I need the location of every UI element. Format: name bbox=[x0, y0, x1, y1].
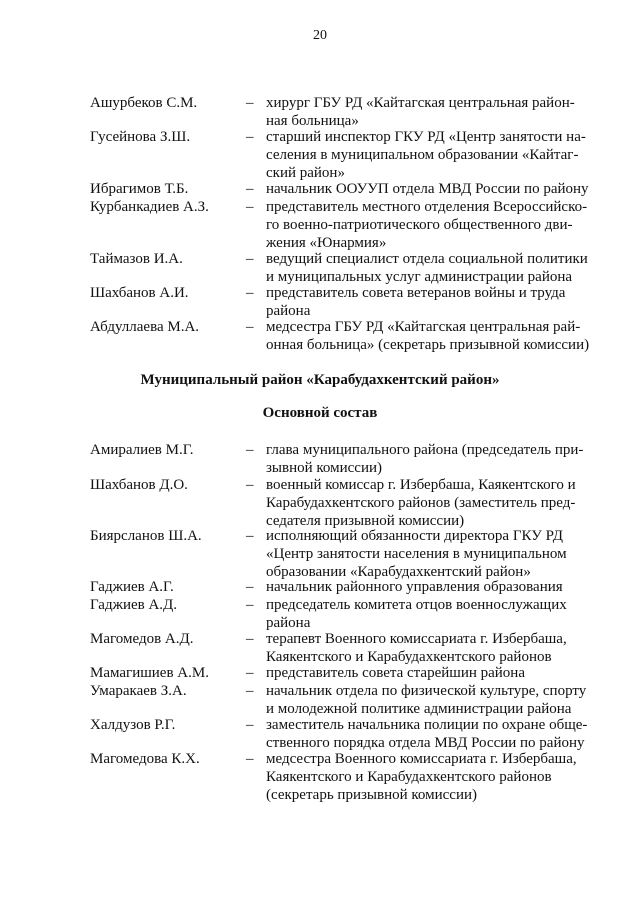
member-position: начальник районного управления образования bbox=[266, 579, 563, 595]
member-position: представитель местного отделения Всероссийско- го военно-патриотического общественного дви- жения «Юнармия» bbox=[266, 199, 588, 251]
member-position: начальник отдела по физической культуре, спорту и молодежной политике администрации района bbox=[266, 683, 587, 717]
dash-separator: – bbox=[246, 181, 254, 197]
member-name: Гаджиев А.Г. bbox=[90, 579, 174, 595]
member-position: исполняющий обязанности директора ГКУ РД «Центр занятости населения в муниципальном образовании «Карабудахкентский район» bbox=[266, 528, 567, 580]
dash-separator: – bbox=[246, 285, 254, 301]
dash-separator: – bbox=[246, 251, 254, 267]
dash-separator: – bbox=[246, 597, 254, 613]
section-title: Муниципальный район «Карабудахкентский район» bbox=[140, 372, 500, 388]
member-position: медсестра ГБУ РД «Кайтагская центральная рай- онная больница» (секретарь призывной комиссии) bbox=[266, 319, 590, 353]
dash-separator: – bbox=[246, 95, 254, 111]
dash-separator: – bbox=[246, 751, 254, 767]
member-name: Халдузов Р.Г. bbox=[90, 717, 176, 733]
member-name: Ашурбеков С.М. bbox=[90, 95, 198, 111]
member-name: Гусейнова З.Ш. bbox=[90, 129, 191, 145]
member-position: военный комиссар г. Избербаша, Каякентского и Карабудахкентского районов (заместитель пред- седателя призывной комиссии) bbox=[266, 477, 576, 529]
member-name: Шахбанов А.И. bbox=[90, 285, 189, 301]
member-position: хирург ГБУ РД «Кайтагская центральная район- ная больница» bbox=[266, 95, 575, 129]
member-name: Амиралиев М.Г. bbox=[90, 442, 194, 458]
member-name: Биярсланов Ш.А. bbox=[90, 528, 202, 544]
member-position: заместитель начальника полиции по охране обще- ственного порядка отдела МВД России по району bbox=[266, 717, 588, 751]
member-position: медсестра Военного комиссариата г. Избербаша, Каякентского и Карабудахкентского районов (секретарь призывной комиссии) bbox=[266, 751, 577, 803]
page-number: 20 bbox=[313, 28, 327, 43]
member-name: Ибрагимов Т.Б. bbox=[90, 181, 189, 197]
dash-separator: – bbox=[246, 683, 254, 699]
member-position: глава муниципального района (председатель при- зывной комиссии) bbox=[266, 442, 584, 476]
dash-separator: – bbox=[246, 631, 254, 647]
subsection-title: Основной состав bbox=[262, 405, 378, 421]
dash-separator: – bbox=[246, 665, 254, 681]
dash-separator: – bbox=[246, 129, 254, 145]
member-name: Магомедова К.Х. bbox=[90, 751, 200, 767]
member-name: Курбанкадиев А.З. bbox=[90, 199, 209, 215]
dash-separator: – bbox=[246, 477, 254, 493]
dash-separator: – bbox=[246, 717, 254, 733]
member-position: представитель совета старейшин района bbox=[266, 665, 525, 681]
dash-separator: – bbox=[246, 442, 254, 458]
member-position: представитель совета ветеранов войны и труда района bbox=[266, 285, 566, 319]
dash-separator: – bbox=[246, 528, 254, 544]
member-position: старший инспектор ГКУ РД «Центр занятости на- селения в муниципальном образовании «Кайтаг- ский район» bbox=[266, 129, 586, 181]
dash-separator: – bbox=[246, 579, 254, 595]
member-name: Таймазов И.А. bbox=[90, 251, 183, 267]
dash-separator: – bbox=[246, 199, 254, 215]
member-name: Гаджиев А.Д. bbox=[90, 597, 178, 613]
member-name: Мамагишиев А.М. bbox=[90, 665, 209, 681]
member-name: Шахбанов Д.О. bbox=[90, 477, 188, 493]
member-position: председатель комитета отцов военнослужащих района bbox=[266, 597, 567, 631]
member-name: Магомедов А.Д. bbox=[90, 631, 194, 647]
dash-separator: – bbox=[246, 319, 254, 335]
member-name: Умаракаев З.А. bbox=[90, 683, 187, 699]
member-position: терапевт Военного комиссариата г. Избербаша, Каякентского и Карабудахкентского районов bbox=[266, 631, 567, 665]
member-position: ведущий специалист отдела социальной политики и муниципальных услуг администрации района bbox=[266, 251, 588, 285]
member-name: Абдуллаева М.А. bbox=[90, 319, 200, 335]
member-position: начальник ООУУП отдела МВД России по району bbox=[266, 181, 589, 197]
